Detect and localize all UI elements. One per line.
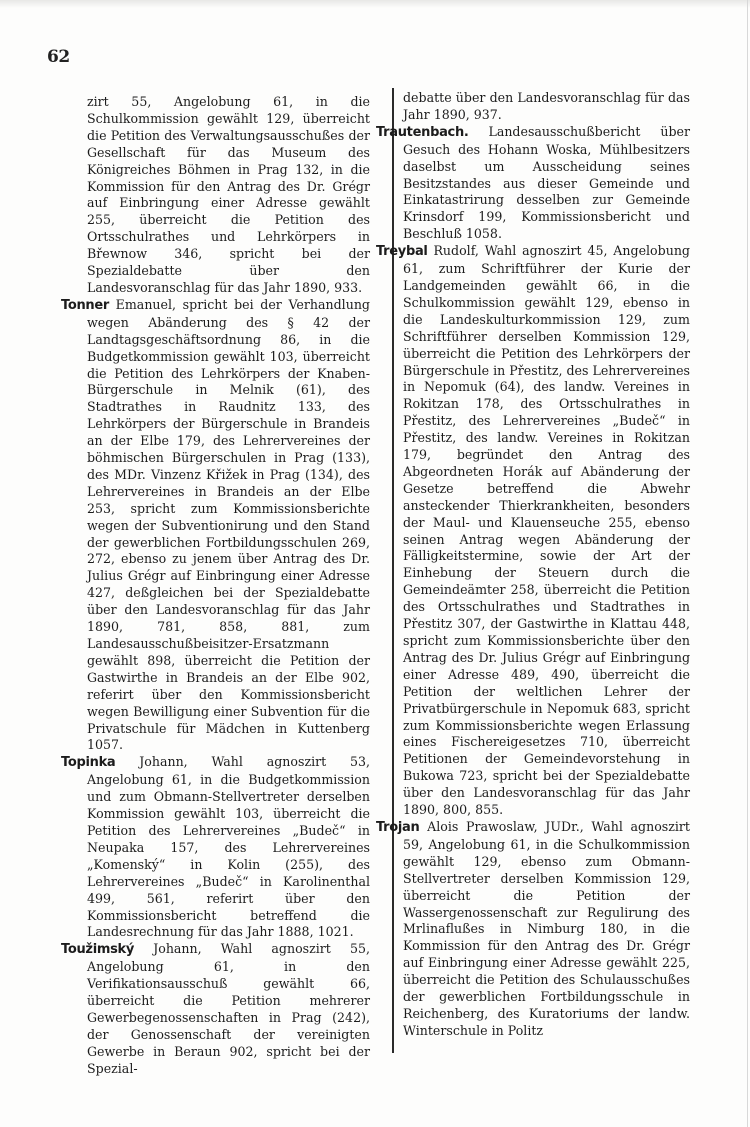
entry-name: Toužimský bbox=[61, 942, 135, 958]
index-entry bbox=[376, 243, 690, 819]
right-column-continuation: debatte über den Landesvoranschlag für das Jahr 1890, 937. bbox=[403, 90, 690, 122]
index-entry bbox=[376, 124, 690, 243]
entry-name: Trojan bbox=[376, 819, 420, 835]
entry-text: Emanuel, spricht bei der Verhandlung wegen Abänderung des § 42 der Landtagsgeschäftsordnung 86, in die Budgetkommission gewählt 103, überreicht die Petition des Lehrkörpers der Knaben-Bürgerschule in Melnik (61), des Stadtrathes in Raudnitz 133, des Lehrkörpers der Bürgerschule in Brandeis an der Elbe 179, des Lehrervereines der böhmischen Bürgerschulen in Prag (133), des MDr. Vinzenz Křižek in Prag (134), des Lehrervereines in Brandeis an der Elbe 253, spricht zum Kommissionsberichte wegen der Subventionirung und den Stand der gewerblichen Fortbildungsschulen 269, 272, ebenso zu jenem über Antrag des Dr. Julius Grégr auf Einbringung einer Adresse 427, deßgleichen bei der Spezialdebatte über den Landesvoranschlag für das Jahr 1890, 781, 858, 881, zum Landesausschußbeisitzer-Ersatzmann gewählt 898, überreicht die Petition der Gastwirthe in Brandeis an der Elbe 902, referirt über den Kommissionsbericht wegen Bewilligung einer Subvention für die Privatschule für Mädchen in Kuttenberg 1057. bbox=[87, 296, 370, 753]
entry-text: Rudolf, Wahl agnoszirt 45, Angelobung 61, zum Schriftführer der Kurie der Landgemeinden gewählt 66, in die Schulkommission gewählt 129, ebenso in die Landeskulturkommission 129, zum Schriftführer derselben Kommission 129, überreicht die Petition des Lehrkörpers der Bürgerschule in Přestitz, des Lehrervereines in Nepomuk (64), des landw. Vereines in Rokitzan 178, des Ortsschulrathes in Přestitz, des Lehrervereines „Budeč“ in Přestitz, des landw. Vereines in Rokitzan 179, begründet den Antrag des Abgeordneten Horák auf Abänderung der Gesetze betreffend die Abwehr ansteckender Thierkrankheiten, besonders der Maul- und Klauenseuche 255, ebenso seinen Antrag wegen Abänderung der Fälligkeitstermine, sowie der Art der Einhebung der Steuern durch die Gemeindeämter 258, überreicht die Petition des Ortsschulrathes und Stadtrathes in Přestitz 307, der Gastwirthe in Klattau 448, spricht zum Kommissionsberichte über den Antrag des Dr. Julius Grégr auf Einbringung einer Adresse 489, 490, überreicht die Petition der weltlichen Lehrer der Privatbürgerschule in Nepomuk 683, spricht zum Kommissionsberichte wegen Erlassung eines Fischereigesetzes 710, überreicht Petitionen der Gemeindevorstehung in Bukowa 723, spricht bei der Spezialdebatte über den Landesvoranschlag für das Jahr 1890, 800, 855. bbox=[403, 243, 690, 818]
right-column bbox=[376, 90, 690, 1040]
scan-right-edge bbox=[747, 0, 748, 1127]
left-column bbox=[61, 94, 370, 1078]
index-entry bbox=[61, 754, 370, 941]
entry-name: Trautenbach. bbox=[376, 124, 469, 140]
entry-text: Alois Prawoslaw, JUDr., Wahl agnoszirt 59, Angelobung 61, in die Schulkommission gewählt 129, ebenso zum Obmann-Stellvertreter derselben Kommission 129, überreicht die Petition der Wassergenossenschaft zur Regulirung des Mrlinaflußes in Nimburg 180, in die Kommission für den Antrag des Dr. Grégr auf Einbringung einer Adresse gewählt 225, überreicht die Petition des Schulausschußes der gewerblichen Fortbildungsschule in Reichenberg, des Kuratoriums der landw. Winterschule in Politz bbox=[403, 818, 690, 1038]
left-column-continuation: zirt 55, Angelobung 61, in die Schulkommission gewählt 129, überreicht die Petition des Verwaltungsausschußes der Gesellschaft für das Museum des Königreiches Böhmen in Prag 132, in die Kommission für den Antrag des Dr. Grégr auf Einbringung einer Adresse gewählt 255, überreicht die Petition des Ortsschulrathes und Lehrkörpers in Břewnow 346, spricht bei der Spezialdebatte über den Landesvoranschlag für das Jahr 1890, 933. bbox=[87, 94, 370, 295]
scan-top-edge bbox=[0, 0, 750, 8]
index-entry bbox=[61, 941, 370, 1077]
entry-text: Johann, Wahl agnoszirt 53, Angelobung 61, in die Budgetkommission und zum Obmann-Stellvertreter derselben Kommission gewählt 103, überreicht die Petition des Lehrervereines „Budeč“ in Neupaka 157, des Lehrervereines „Komenský“ in Kolin (255), des Lehrervereines „Budeč“ in Karolinenthal 499, 561, referirt über den Kommissionsbericht betreffend die Landesrechnung für das Jahr 1888, 1021. bbox=[87, 754, 370, 940]
entry-name: Topinka bbox=[61, 755, 116, 771]
index-entry bbox=[61, 297, 370, 754]
entry-name: Treybal bbox=[376, 244, 428, 260]
index-entry bbox=[376, 819, 690, 1040]
page-number: 62 bbox=[47, 47, 70, 67]
entry-text: Johann, Wahl agnoszirt 55, Angelobung 61, in den Verifikationsausschuß gewählt 66, überreicht die Petition mehrerer Gewerbegenossenschaften in Prag (242), der Genossenschaft der vereinigten Gewerbe in Beraun 902, spricht bei der Spezial- bbox=[87, 941, 370, 1076]
entry-text: Landesausschußbericht über Gesuch des Hohann Woska, Mühlbesitzers daselbst um Ausscheidung seines Besitzstandes aus dieser Gemeinde und Einkatastrirung desselben zur Gemeinde Krinsdorf 199, Kommissionsbericht und Beschluß 1058. bbox=[403, 123, 690, 242]
entry-name: Tonner bbox=[61, 297, 110, 313]
